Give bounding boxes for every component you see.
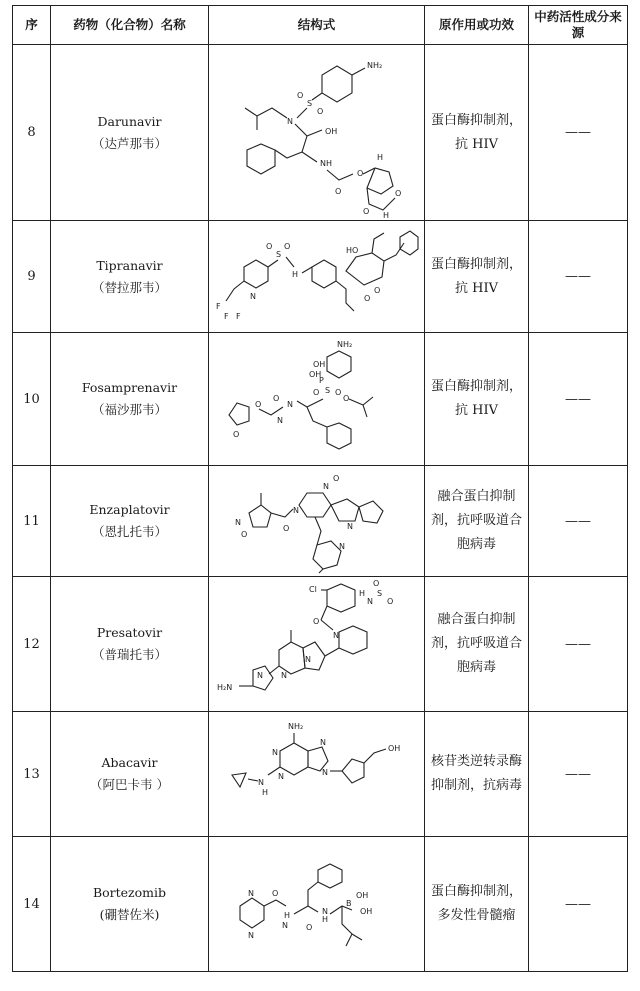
svg-text:O: O [334, 387, 341, 397]
original-use: 融合蛋白抑制剂，抗呼吸道合胞病毒 [425, 577, 529, 712]
drug-name [51, 45, 209, 221]
structure-cell [209, 333, 425, 466]
svg-text:N: N [247, 888, 254, 898]
svg-text:NH₂: NH₂ [287, 722, 303, 731]
structure-enzaplatovir [227, 469, 407, 574]
svg-text:O: O [305, 922, 312, 932]
svg-text:OH: OH [312, 359, 325, 369]
drug-name [51, 837, 209, 972]
table-row [13, 577, 628, 712]
structure-presatovir [217, 580, 417, 708]
tcm-source: —— [529, 577, 628, 712]
drug-name [51, 712, 209, 837]
structure-darunavir [217, 48, 417, 218]
svg-text:O: O [312, 387, 319, 397]
structure-cell [209, 837, 425, 972]
svg-text:N: N [286, 116, 293, 126]
table-row [13, 45, 628, 221]
original-use: 蛋白酶抑制剂，抗 HIV [425, 333, 529, 466]
drug-name [51, 577, 209, 712]
drug-name-en: Abacavir [101, 755, 158, 770]
svg-text:NH: NH [319, 158, 332, 168]
table-row [13, 221, 628, 333]
svg-text:N: N [280, 671, 287, 680]
tcm-source: —— [529, 837, 628, 972]
structure-cell [209, 45, 425, 221]
svg-text:H: H [283, 910, 290, 920]
svg-text:O: O [254, 399, 261, 409]
svg-text:F: F [224, 311, 229, 321]
svg-text:O: O [342, 393, 349, 403]
drug-name-en: Presatovir [96, 625, 163, 640]
tcm-source: —— [529, 712, 628, 837]
drug-name-cn: （替拉那韦） [91, 279, 167, 295]
original-use: 核苷类逆转录酶抑制剂，抗病毒 [425, 712, 529, 837]
header-tcm: 中药活性成分来源 [529, 6, 628, 45]
svg-text:H₂N: H₂N [216, 683, 232, 692]
drug-name [51, 333, 209, 466]
svg-text:N: N [304, 655, 311, 664]
header-no: 序 [13, 6, 51, 45]
row-number: 12 [13, 577, 51, 712]
svg-text:N: N [346, 521, 353, 531]
svg-text:OH: OH [355, 890, 368, 900]
row-number: 8 [13, 45, 51, 221]
svg-text:P: P [318, 375, 324, 385]
drug-name-cn: （达芦那韦） [91, 135, 167, 151]
svg-text:O: O [266, 241, 273, 251]
table-row [13, 837, 628, 972]
svg-text:H: H [358, 589, 365, 598]
original-use: 融合蛋白抑制剂，抗呼吸道合胞病毒 [425, 466, 529, 577]
svg-text:H: H [376, 152, 383, 162]
structure-cell [209, 577, 425, 712]
structure-cell [209, 221, 425, 333]
structure-bortezomib [222, 842, 412, 967]
svg-text:OH: OH [308, 369, 321, 379]
svg-text:B: B [345, 898, 351, 908]
svg-text:O: O [374, 285, 381, 295]
svg-text:F: F [236, 311, 241, 321]
svg-text:N: N [286, 399, 293, 409]
structure-abacavir [222, 715, 412, 833]
svg-text:N: N [234, 517, 241, 527]
svg-text:H: H [321, 914, 328, 924]
tcm-source: —— [529, 333, 628, 466]
svg-text:N: N [321, 768, 328, 777]
svg-text:O: O [240, 529, 247, 539]
header-name: 药物（化合物）名称 [51, 6, 209, 45]
header-structure: 结构式 [209, 6, 425, 45]
svg-text:O: O [356, 168, 363, 178]
drug-name-en: Tipranavir [96, 257, 163, 273]
svg-text:F: F [216, 301, 221, 311]
drug-name-cn: （普瑞托韦） [91, 647, 167, 662]
svg-text:S: S [276, 249, 282, 259]
drug-table [12, 5, 628, 972]
svg-text:O: O [271, 888, 278, 898]
original-use: 蛋白酶抑制剂，抗 HIV [425, 221, 529, 333]
table-row [13, 712, 628, 837]
drug-name-en: Fosamprenavir [81, 380, 178, 395]
svg-text:O: O [272, 393, 279, 403]
svg-text:N: N [319, 738, 326, 747]
tcm-source: —— [529, 221, 628, 333]
svg-text:O: O [364, 293, 371, 303]
table-row [13, 466, 628, 577]
svg-text:N: N [256, 671, 263, 680]
svg-text:O: O [316, 106, 323, 116]
structure-cell [209, 466, 425, 577]
drug-name [51, 221, 209, 333]
svg-text:N: N [276, 415, 283, 425]
header-use: 原作用或功效 [425, 6, 529, 45]
svg-text:O: O [312, 617, 319, 626]
svg-text:N: N [321, 906, 328, 916]
svg-text:S: S [306, 98, 312, 108]
drug-name [51, 466, 209, 577]
svg-text:O: O [394, 188, 401, 198]
svg-text:NH₂: NH₂ [336, 339, 352, 349]
original-use: 蛋白酶抑制剂，多发性骨髓瘤 [425, 837, 529, 972]
svg-text:NH₂: NH₂ [366, 60, 382, 70]
svg-text:O: O [296, 90, 303, 100]
header-row [13, 6, 628, 45]
svg-text:H: H [261, 788, 268, 797]
drug-name-cn: （恩扎托韦） [91, 524, 167, 539]
svg-text:S: S [376, 589, 382, 598]
svg-text:N: N [277, 772, 284, 781]
svg-text:N: N [257, 778, 264, 787]
svg-text:O: O [284, 241, 291, 251]
drug-name-cn: （阿巴卡韦 ） [90, 777, 169, 792]
drug-name-en: Enzaplatovir [89, 502, 170, 517]
svg-text:N: N [271, 748, 278, 757]
svg-text:N: N [332, 631, 339, 640]
svg-text:O: O [232, 429, 239, 439]
svg-text:HO: HO [346, 245, 359, 255]
drug-name-cn: （福沙那韦） [91, 402, 167, 417]
svg-text:N: N [250, 291, 256, 301]
svg-text:OH: OH [324, 126, 337, 136]
drug-name-en: Bortezomib [92, 885, 167, 900]
drug-name-cn: (硼替佐米) [99, 907, 160, 922]
table-row [13, 333, 628, 466]
svg-text:O: O [372, 580, 379, 588]
svg-text:O: O [334, 186, 341, 196]
tcm-source: —— [529, 466, 628, 577]
svg-text:S: S [324, 385, 330, 395]
svg-text:N: N [292, 505, 299, 515]
svg-text:N: N [247, 930, 254, 940]
tcm-source: —— [529, 45, 628, 221]
svg-text:H: H [382, 210, 389, 218]
row-number: 11 [13, 466, 51, 577]
drug-name-en: Darunavir [97, 113, 162, 129]
svg-text:O: O [282, 523, 289, 533]
row-number: 13 [13, 712, 51, 837]
svg-text:O: O [332, 473, 339, 483]
svg-text:OH: OH [359, 906, 372, 916]
svg-text:H: H [292, 269, 299, 279]
row-number: 10 [13, 333, 51, 466]
svg-text:O: O [386, 597, 393, 606]
structure-fosamprenavir [217, 337, 417, 462]
svg-text:O: O [362, 206, 369, 216]
svg-text:N: N [366, 597, 373, 606]
svg-text:OH: OH [387, 744, 400, 753]
row-number: 9 [13, 221, 51, 333]
svg-text:N: N [322, 481, 329, 491]
row-number: 14 [13, 837, 51, 972]
original-use: 蛋白酶抑制剂，抗 HIV [425, 45, 529, 221]
structure-cell [209, 712, 425, 837]
structure-tipranavir [214, 227, 419, 327]
svg-text:N: N [281, 920, 288, 930]
svg-text:N: N [338, 541, 345, 551]
svg-text:Cl: Cl [308, 585, 317, 594]
